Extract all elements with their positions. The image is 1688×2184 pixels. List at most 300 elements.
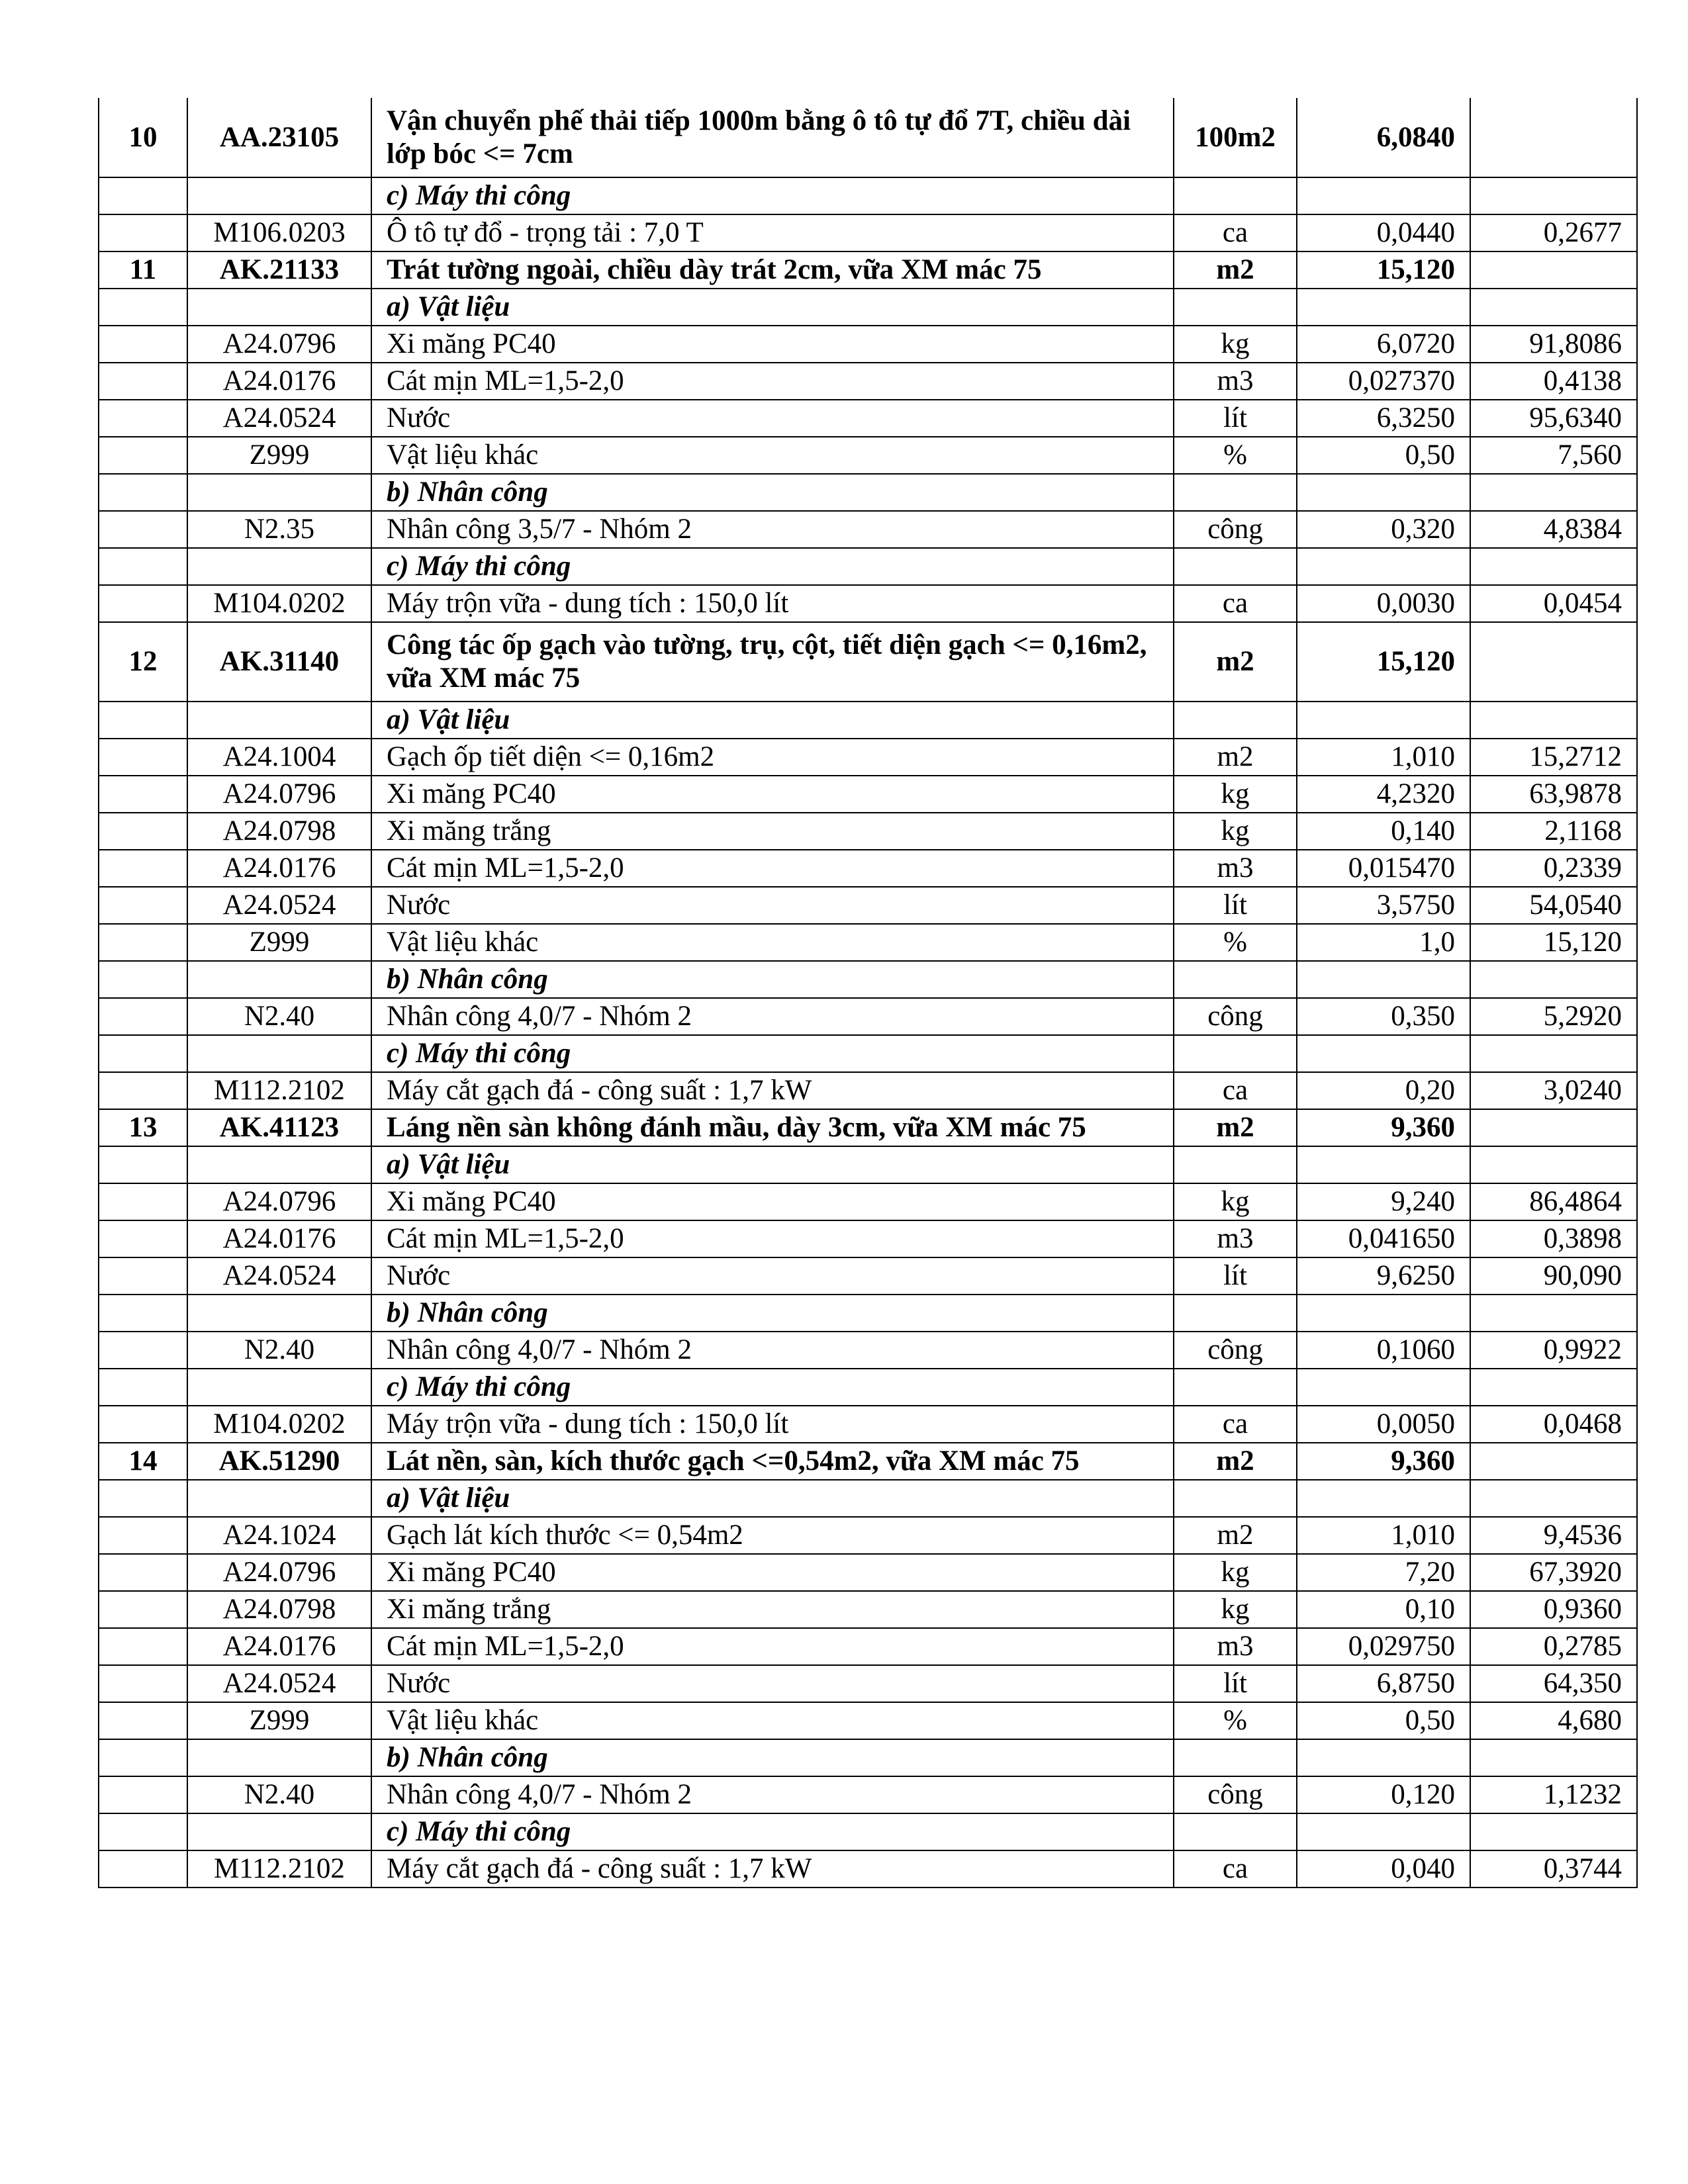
resource-row (99, 1406, 1637, 1443)
unit-cell: công (1174, 1776, 1297, 1813)
quantity-cell: 15,120 (1297, 622, 1470, 702)
row-number-cell: 14 (99, 1443, 187, 1480)
row-number-cell: 13 (99, 1109, 187, 1146)
row-number-cell (99, 511, 187, 548)
unit-cell: kg (1174, 813, 1297, 850)
row-number-cell (99, 1146, 187, 1183)
amount-cell: 4,8384 (1470, 511, 1637, 548)
norm-code-cell (187, 1035, 371, 1072)
resource-row (99, 1850, 1637, 1888)
quantity-cell: 3,5750 (1297, 887, 1470, 924)
quantity-cell: 6,3250 (1297, 400, 1470, 437)
row-number-cell (99, 1850, 187, 1888)
work-description-cell: Nước (371, 400, 1174, 437)
unit-cell (1174, 1369, 1297, 1406)
amount-cell: 0,2785 (1470, 1628, 1637, 1665)
norm-code-cell: A24.0796 (187, 1183, 371, 1220)
amount-cell (1470, 1295, 1637, 1332)
row-number-cell (99, 887, 187, 924)
norm-code-cell: A24.0524 (187, 1257, 371, 1295)
row-number-cell (99, 924, 187, 961)
quantity-cell: 0,50 (1297, 1702, 1470, 1739)
norm-code-cell: AA.23105 (187, 98, 371, 177)
row-number-cell (99, 1295, 187, 1332)
unit-cell (1174, 1146, 1297, 1183)
row-number-cell (99, 585, 187, 622)
unit-cell: ca (1174, 585, 1297, 622)
amount-cell: 0,3744 (1470, 1850, 1637, 1888)
unit-cell (1174, 474, 1297, 511)
quantity-cell: 0,10 (1297, 1591, 1470, 1628)
work-description-cell: Nhân công 4,0/7 - Nhóm 2 (371, 998, 1174, 1035)
resource-row (99, 1554, 1637, 1591)
resource-row (99, 363, 1637, 400)
resource-row (99, 1257, 1637, 1295)
norm-code-cell: A24.0176 (187, 1628, 371, 1665)
section-header-row (99, 1146, 1637, 1183)
work-description-cell: a) Vật liệu (371, 289, 1174, 326)
work-description-cell: Máy cắt gạch đá - công suất : 1,7 kW (371, 1850, 1174, 1888)
quantity-cell (1297, 961, 1470, 998)
quantity-cell: 0,1060 (1297, 1332, 1470, 1369)
amount-cell (1470, 1480, 1637, 1517)
quantity-cell: 1,010 (1297, 739, 1470, 776)
quantity-cell: 9,6250 (1297, 1257, 1470, 1295)
unit-cell: lít (1174, 1257, 1297, 1295)
unit-cell (1174, 1035, 1297, 1072)
amount-cell: 7,560 (1470, 437, 1637, 474)
resource-row (99, 1517, 1637, 1554)
work-description-cell: Lát nền, sàn, kích thước gạch <=0,54m2, vữa XM mác 75 (371, 1443, 1174, 1480)
norm-code-cell (187, 1480, 371, 1517)
row-number-cell (99, 1332, 187, 1369)
norm-code-cell (187, 548, 371, 585)
resource-row (99, 1591, 1637, 1628)
row-number-cell (99, 214, 187, 251)
row-number-cell (99, 1591, 187, 1628)
resource-row (99, 1702, 1637, 1739)
resource-row (99, 214, 1637, 251)
amount-cell: 4,680 (1470, 1702, 1637, 1739)
unit-cell: m3 (1174, 850, 1297, 887)
row-number-cell (99, 776, 187, 813)
amount-cell: 15,120 (1470, 924, 1637, 961)
resource-row (99, 887, 1637, 924)
norm-code-cell: N2.40 (187, 1332, 371, 1369)
resource-row (99, 813, 1637, 850)
amount-cell: 3,0240 (1470, 1072, 1637, 1109)
quantity-cell (1297, 1480, 1470, 1517)
norm-code-cell: Z999 (187, 924, 371, 961)
amount-cell: 2,1168 (1470, 813, 1637, 850)
work-description-cell: Nước (371, 1665, 1174, 1702)
amount-cell (1470, 622, 1637, 702)
quantity-cell: 0,320 (1297, 511, 1470, 548)
row-number-cell: 11 (99, 251, 187, 289)
norm-code-cell: AK.31140 (187, 622, 371, 702)
resource-row (99, 1183, 1637, 1220)
quantity-cell: 0,0440 (1297, 214, 1470, 251)
row-number-cell (99, 1628, 187, 1665)
norm-code-cell (187, 177, 371, 214)
row-number-cell (99, 1257, 187, 1295)
estimate-table (98, 98, 1638, 1888)
row-number-cell (99, 850, 187, 887)
amount-cell (1470, 98, 1637, 177)
section-header-row (99, 548, 1637, 585)
unit-cell: m3 (1174, 1220, 1297, 1257)
work-description-cell: a) Vật liệu (371, 1480, 1174, 1517)
resource-row (99, 850, 1637, 887)
norm-code-cell (187, 1369, 371, 1406)
quantity-cell: 4,2320 (1297, 776, 1470, 813)
unit-cell: lít (1174, 887, 1297, 924)
resource-row (99, 511, 1637, 548)
work-description-cell: b) Nhân công (371, 474, 1174, 511)
norm-code-cell: AK.41123 (187, 1109, 371, 1146)
work-description-cell: Vật liệu khác (371, 437, 1174, 474)
norm-code-cell: A24.0796 (187, 326, 371, 363)
quantity-cell: 0,20 (1297, 1072, 1470, 1109)
norm-code-cell: N2.40 (187, 998, 371, 1035)
norm-code-cell (187, 702, 371, 739)
quantity-cell: 0,029750 (1297, 1628, 1470, 1665)
row-number-cell (99, 998, 187, 1035)
work-item-row (99, 251, 1637, 289)
quantity-cell: 0,040 (1297, 1850, 1470, 1888)
quantity-cell (1297, 1369, 1470, 1406)
amount-cell (1470, 1813, 1637, 1850)
section-header-row (99, 1369, 1637, 1406)
work-description-cell: Vật liệu khác (371, 1702, 1174, 1739)
norm-code-cell: A24.0524 (187, 887, 371, 924)
amount-cell: 1,1232 (1470, 1776, 1637, 1813)
amount-cell: 95,6340 (1470, 400, 1637, 437)
work-description-cell: Công tác ốp gạch vào tường, trụ, cột, tiết diện gạch <= 0,16m2, vữa XM mác 75 (371, 622, 1174, 702)
quantity-cell (1297, 1295, 1470, 1332)
quantity-cell: 1,010 (1297, 1517, 1470, 1554)
norm-code-cell (187, 1295, 371, 1332)
unit-cell: ca (1174, 1406, 1297, 1443)
unit-cell: công (1174, 511, 1297, 548)
work-description-cell: Nước (371, 887, 1174, 924)
quantity-cell (1297, 548, 1470, 585)
amount-cell: 0,2339 (1470, 850, 1637, 887)
unit-cell: m2 (1174, 1443, 1297, 1480)
amount-cell (1470, 1739, 1637, 1776)
row-number-cell (99, 1776, 187, 1813)
amount-cell: 63,9878 (1470, 776, 1637, 813)
quantity-cell: 6,8750 (1297, 1665, 1470, 1702)
work-description-cell: c) Máy thi công (371, 177, 1174, 214)
row-number-cell (99, 813, 187, 850)
unit-cell (1174, 289, 1297, 326)
quantity-cell: 6,0720 (1297, 326, 1470, 363)
unit-cell (1174, 1813, 1297, 1850)
quantity-cell: 0,140 (1297, 813, 1470, 850)
amount-cell: 90,090 (1470, 1257, 1637, 1295)
quantity-cell: 9,240 (1297, 1183, 1470, 1220)
resource-row (99, 1776, 1637, 1813)
unit-cell: kg (1174, 1591, 1297, 1628)
quantity-cell (1297, 1035, 1470, 1072)
quantity-cell: 6,0840 (1297, 98, 1470, 177)
norm-code-cell: N2.40 (187, 1776, 371, 1813)
work-description-cell: Xi măng PC40 (371, 776, 1174, 813)
row-number-cell (99, 1702, 187, 1739)
amount-cell (1470, 1035, 1637, 1072)
amount-cell (1470, 474, 1637, 511)
resource-row (99, 924, 1637, 961)
amount-cell (1470, 1369, 1637, 1406)
resource-row (99, 437, 1637, 474)
work-description-cell: Cát mịn ML=1,5-2,0 (371, 1628, 1174, 1665)
norm-code-cell: A24.0176 (187, 850, 371, 887)
quantity-cell: 0,120 (1297, 1776, 1470, 1813)
work-description-cell: Nhân công 4,0/7 - Nhóm 2 (371, 1776, 1174, 1813)
work-description-cell: Nước (371, 1257, 1174, 1295)
row-number-cell (99, 1665, 187, 1702)
work-description-cell: Vận chuyển phế thải tiếp 1000m bằng ô tô tự đổ 7T, chiều dài lớp bóc <= 7cm (371, 98, 1174, 177)
row-number-cell (99, 1480, 187, 1517)
unit-cell: lít (1174, 400, 1297, 437)
work-description-cell: Xi măng PC40 (371, 1554, 1174, 1591)
amount-cell (1470, 177, 1637, 214)
unit-cell: lít (1174, 1665, 1297, 1702)
row-number-cell (99, 1813, 187, 1850)
amount-cell: 86,4864 (1470, 1183, 1637, 1220)
norm-code-cell (187, 961, 371, 998)
work-description-cell: Cát mịn ML=1,5-2,0 (371, 850, 1174, 887)
work-description-cell: Nhân công 3,5/7 - Nhóm 2 (371, 511, 1174, 548)
amount-cell: 0,2677 (1470, 214, 1637, 251)
unit-cell: m2 (1174, 251, 1297, 289)
norm-code-cell (187, 1813, 371, 1850)
unit-cell: ca (1174, 214, 1297, 251)
row-number-cell (99, 289, 187, 326)
unit-cell: ca (1174, 1850, 1297, 1888)
section-header-row (99, 1035, 1637, 1072)
amount-cell: 0,9922 (1470, 1332, 1637, 1369)
quantity-cell (1297, 1739, 1470, 1776)
norm-code-cell: A24.1024 (187, 1517, 371, 1554)
unit-cell (1174, 961, 1297, 998)
resource-row (99, 739, 1637, 776)
work-item-row (99, 622, 1637, 702)
norm-code-cell: AK.51290 (187, 1443, 371, 1480)
quantity-cell: 0,015470 (1297, 850, 1470, 887)
norm-code-cell: A24.0798 (187, 813, 371, 850)
work-description-cell: Nhân công 4,0/7 - Nhóm 2 (371, 1332, 1174, 1369)
amount-cell: 54,0540 (1470, 887, 1637, 924)
estimate-table-body (99, 98, 1637, 1888)
unit-cell: 100m2 (1174, 98, 1297, 177)
norm-code-cell: A24.0796 (187, 776, 371, 813)
resource-row (99, 1332, 1637, 1369)
row-number-cell (99, 961, 187, 998)
resource-row (99, 1072, 1637, 1109)
resource-row (99, 326, 1637, 363)
work-description-cell: b) Nhân công (371, 961, 1174, 998)
row-number-cell (99, 739, 187, 776)
norm-code-cell (187, 474, 371, 511)
amount-cell: 5,2920 (1470, 998, 1637, 1035)
unit-cell: ca (1174, 1072, 1297, 1109)
norm-code-cell: A24.0524 (187, 1665, 371, 1702)
work-description-cell: Cát mịn ML=1,5-2,0 (371, 363, 1174, 400)
amount-cell: 9,4536 (1470, 1517, 1637, 1554)
row-number-cell (99, 702, 187, 739)
norm-code-cell: A24.0798 (187, 1591, 371, 1628)
amount-cell (1470, 702, 1637, 739)
norm-code-cell: A24.1004 (187, 739, 371, 776)
norm-code-cell: N2.35 (187, 511, 371, 548)
norm-code-cell: M104.0202 (187, 585, 371, 622)
unit-cell (1174, 1295, 1297, 1332)
unit-cell: % (1174, 1702, 1297, 1739)
amount-cell (1470, 548, 1637, 585)
amount-cell: 0,3898 (1470, 1220, 1637, 1257)
section-header-row (99, 702, 1637, 739)
unit-cell: % (1174, 437, 1297, 474)
norm-code-cell: M106.0203 (187, 214, 371, 251)
quantity-cell: 1,0 (1297, 924, 1470, 961)
unit-cell: kg (1174, 1554, 1297, 1591)
work-description-cell: Máy trộn vữa - dung tích : 150,0 lít (371, 1406, 1174, 1443)
work-description-cell: c) Máy thi công (371, 1369, 1174, 1406)
unit-cell (1174, 1739, 1297, 1776)
quantity-cell (1297, 702, 1470, 739)
quantity-cell (1297, 1813, 1470, 1850)
section-header-row (99, 961, 1637, 998)
work-description-cell: Trát tường ngoài, chiều dày trát 2cm, vữa XM mác 75 (371, 251, 1174, 289)
section-header-row (99, 1813, 1637, 1850)
resource-row (99, 998, 1637, 1035)
unit-cell: m2 (1174, 1109, 1297, 1146)
work-description-cell: c) Máy thi công (371, 1813, 1174, 1850)
work-description-cell: b) Nhân công (371, 1739, 1174, 1776)
work-item-row (99, 98, 1637, 177)
work-description-cell: Gạch ốp tiết diện <= 0,16m2 (371, 739, 1174, 776)
work-description-cell: Xi măng trắng (371, 1591, 1174, 1628)
work-description-cell: Cát mịn ML=1,5-2,0 (371, 1220, 1174, 1257)
unit-cell: kg (1174, 1183, 1297, 1220)
resource-row (99, 776, 1637, 813)
resource-row (99, 585, 1637, 622)
amount-cell: 67,3920 (1470, 1554, 1637, 1591)
quantity-cell: 0,350 (1297, 998, 1470, 1035)
row-number-cell (99, 363, 187, 400)
quantity-cell: 7,20 (1297, 1554, 1470, 1591)
norm-code-cell: M104.0202 (187, 1406, 371, 1443)
quantity-cell (1297, 1146, 1470, 1183)
amount-cell: 0,9360 (1470, 1591, 1637, 1628)
work-item-row (99, 1109, 1637, 1146)
row-number-cell (99, 548, 187, 585)
quantity-cell: 0,0050 (1297, 1406, 1470, 1443)
row-number-cell (99, 1035, 187, 1072)
work-description-cell: Láng nền sàn không đánh mầu, dày 3cm, vữa XM mác 75 (371, 1109, 1174, 1146)
unit-cell (1174, 1480, 1297, 1517)
work-description-cell: Xi măng trắng (371, 813, 1174, 850)
row-number-cell: 12 (99, 622, 187, 702)
amount-cell: 0,4138 (1470, 363, 1637, 400)
unit-cell: m3 (1174, 1628, 1297, 1665)
quantity-cell: 0,041650 (1297, 1220, 1470, 1257)
row-number-cell (99, 437, 187, 474)
work-description-cell: a) Vật liệu (371, 702, 1174, 739)
section-header-row (99, 289, 1637, 326)
resource-row (99, 1665, 1637, 1702)
quantity-cell (1297, 289, 1470, 326)
unit-cell (1174, 702, 1297, 739)
norm-code-cell: Z999 (187, 1702, 371, 1739)
row-number-cell (99, 1220, 187, 1257)
norm-code-cell: AK.21133 (187, 251, 371, 289)
resource-row (99, 400, 1637, 437)
amount-cell (1470, 251, 1637, 289)
unit-cell: công (1174, 998, 1297, 1035)
quantity-cell: 0,027370 (1297, 363, 1470, 400)
norm-code-cell: A24.0524 (187, 400, 371, 437)
norm-code-cell (187, 1146, 371, 1183)
unit-cell: % (1174, 924, 1297, 961)
work-description-cell: c) Máy thi công (371, 548, 1174, 585)
row-number-cell (99, 326, 187, 363)
work-description-cell: Ô tô tự đổ - trọng tải : 7,0 T (371, 214, 1174, 251)
section-header-row (99, 1480, 1637, 1517)
row-number-cell (99, 400, 187, 437)
row-number-cell (99, 1072, 187, 1109)
row-number-cell (99, 1369, 187, 1406)
unit-cell: m3 (1174, 363, 1297, 400)
unit-cell (1174, 548, 1297, 585)
quantity-cell: 15,120 (1297, 251, 1470, 289)
unit-cell: m2 (1174, 739, 1297, 776)
work-item-row (99, 1443, 1637, 1480)
norm-code-cell: A24.0796 (187, 1554, 371, 1591)
norm-code-cell: A24.0176 (187, 363, 371, 400)
row-number-cell (99, 1517, 187, 1554)
quantity-cell: 9,360 (1297, 1109, 1470, 1146)
norm-code-cell: M112.2102 (187, 1850, 371, 1888)
work-description-cell: Xi măng PC40 (371, 326, 1174, 363)
resource-row (99, 1628, 1637, 1665)
norm-code-cell: M112.2102 (187, 1072, 371, 1109)
work-description-cell: b) Nhân công (371, 1295, 1174, 1332)
quantity-cell (1297, 474, 1470, 511)
amount-cell: 64,350 (1470, 1665, 1637, 1702)
unit-cell (1174, 177, 1297, 214)
amount-cell (1470, 289, 1637, 326)
norm-code-cell (187, 1739, 371, 1776)
quantity-cell: 9,360 (1297, 1443, 1470, 1480)
section-header-row (99, 177, 1637, 214)
amount-cell (1470, 1443, 1637, 1480)
section-header-row (99, 1739, 1637, 1776)
amount-cell: 0,0468 (1470, 1406, 1637, 1443)
row-number-cell (99, 474, 187, 511)
row-number-cell (99, 177, 187, 214)
quantity-cell: 0,0030 (1297, 585, 1470, 622)
row-number-cell (99, 1406, 187, 1443)
row-number-cell (99, 1739, 187, 1776)
quantity-cell (1297, 177, 1470, 214)
norm-code-cell (187, 289, 371, 326)
work-description-cell: c) Máy thi công (371, 1035, 1174, 1072)
work-description-cell: Máy cắt gạch đá - công suất : 1,7 kW (371, 1072, 1174, 1109)
amount-cell (1470, 961, 1637, 998)
